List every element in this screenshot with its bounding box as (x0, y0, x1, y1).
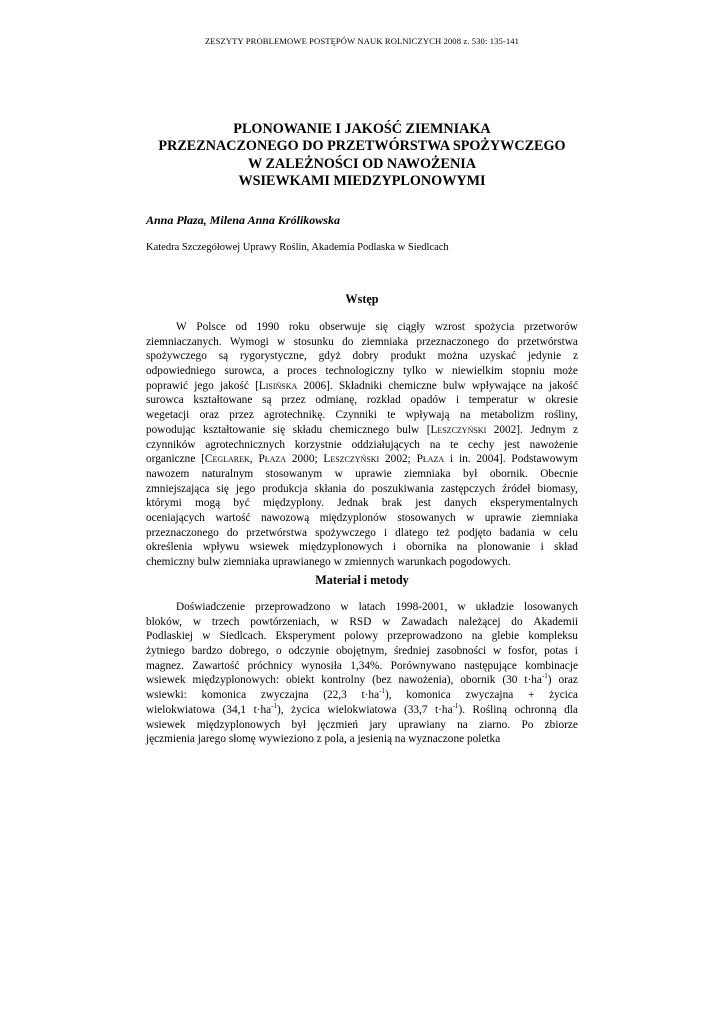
authors: Anna Płaza, Milena Anna Królikowska (146, 213, 340, 227)
text-line: określenia wpływu wsiewek międzyplonowych i obornika na plonowanie i skład (146, 541, 578, 554)
title-line: W ZALEŻNOŚCI OD NAWOŻENIA (248, 155, 476, 172)
text-line: wegetacji oraz przez agrotechnikę. Czynniki te wpływają na metabolizm rośliny, (146, 409, 578, 422)
article-title (140, 121, 584, 190)
text-line: jęczmienia jarego słomę wywieziono z pola, a jesienią na wyznaczone poletka (146, 733, 501, 746)
text-line: odpowiedniego surowca, a proces technologiczny tylko w niewielkim stopniu może (146, 365, 578, 378)
text-line: zmniejszająca się jego produkcja skłania do poszukiwania zastępczych źródeł biomasy, (146, 482, 578, 495)
title-line: PRZEZNACZONEGO DO PRZETWÓRSTWA SPOŻYWCZEGO (158, 138, 566, 155)
text-line: wsiewek międzyplonowych: obiekt kontrolny (bez nawożenia), obornik (30 $t\cdot ha^{-1}$) oraz (146, 672, 578, 687)
text-line: W Polsce od 1990 roku obserwuje się ciągły wzrost spożycia przetworów (176, 321, 578, 333)
title-line: WSIEWKAMI MIEDZYPLONOWYMI (238, 172, 486, 189)
text-line: surowca kształtowane są przez odmianę, rozkład opadów i temperatur w okresie (146, 394, 578, 407)
section-heading-intro: Wstęp (345, 292, 379, 306)
text-line: organiczne [Ceglarek, Płaza 2000; Leszczyński 2002; Płaza i in. 2004]. Podstawowym (146, 453, 578, 466)
text-line: ziemniaczanych. Wymogi w stosunku do ziemniaka przeznaczonego do przetwórstwa (146, 335, 578, 348)
intro-paragraph (146, 320, 578, 570)
text-line: wielokwiatowa (34,1 $t\cdot ha^{-1}$), życica wielokwiatowa (33,7 $t\cdot ha^{-1}$). Rośliną ochronną dla (146, 702, 578, 716)
text-line: Doświadczenie przeprowadzono w latach 1998-2001, w układzie losowanych (176, 601, 578, 613)
text-line: magnez. Zawartość próchnicy wynosiła 1,34%. Porównywano następujące kombinacje (146, 659, 578, 672)
text-line: wsiewki: komonica zwyczajna (22,3 $t\cdot ha^{-1}$), komonica zwyczajna + życica (146, 687, 578, 702)
text-line: spożywczego są rygorystyczne, gdyż dobry produkt można uzyskać jedynie z (146, 350, 578, 363)
text-line: żytniego bardzo dobrego, o odczynie obojętnym, średniej zasobności w fosfor, potas i (146, 645, 578, 658)
methods-paragraph (146, 600, 578, 747)
text-line: bloków, w trzech powtórzeniach, w RSD w Zawadach należącej do Akademii (146, 615, 578, 628)
text-line: Podlaskiej w Siedlcach. Eksperyment polowy przeprowadzono na glebie kompleksu (146, 630, 578, 643)
running-head: ZESZYTY PROBLEMOWE POSTĘPÓW NAUK ROLNICZYCH 2008 z. 530: 135-141 (204, 36, 520, 46)
text-line: powodując kształtowanie się składu chemicznego bulw [Leszczyński 2002]. Jednym z (146, 423, 578, 436)
text-line: oceniających wartość nawozową międzyplonów stosowanych w uprawie ziemniaka (146, 511, 578, 524)
text-line: wsiewek międzyplonowych był jęczmień jary uprawiany na ziarno. Po zbiorze (146, 718, 578, 731)
title-line: PLONOWANIE I JAKOŚĆ ZIEMNIAKA (233, 121, 491, 137)
text-line: przeznaczonego do przetwórstwa spożywczego i dlatego też podjęto badania w celu (146, 526, 578, 539)
section-heading-methods: Materiał i metody (315, 573, 409, 587)
text-line: czynników agrotechnicznych korzystnie oddziałujących na te cechy jest nawożenie (146, 438, 578, 451)
text-line: poprawić jego jakość [Lisińska 2006]. Składniki chemiczne bulw wpływające na jakość (146, 379, 578, 392)
text-line: którymi mogą być międzyplony. Jednak brak jest danych eksperymentalnych (146, 497, 578, 510)
text-line: nawozem naturalnym stosowanym w uprawie ziemniaka był obornik. Obecnie (146, 467, 578, 480)
text-line: chemiczny bulw ziemniaka uprawianego w zmiennych warunkach pogodowych. (146, 556, 511, 568)
affiliation: Katedra Szczegółowej Uprawy Roślin, Akademia Podlaska w Siedlcach (146, 242, 449, 253)
